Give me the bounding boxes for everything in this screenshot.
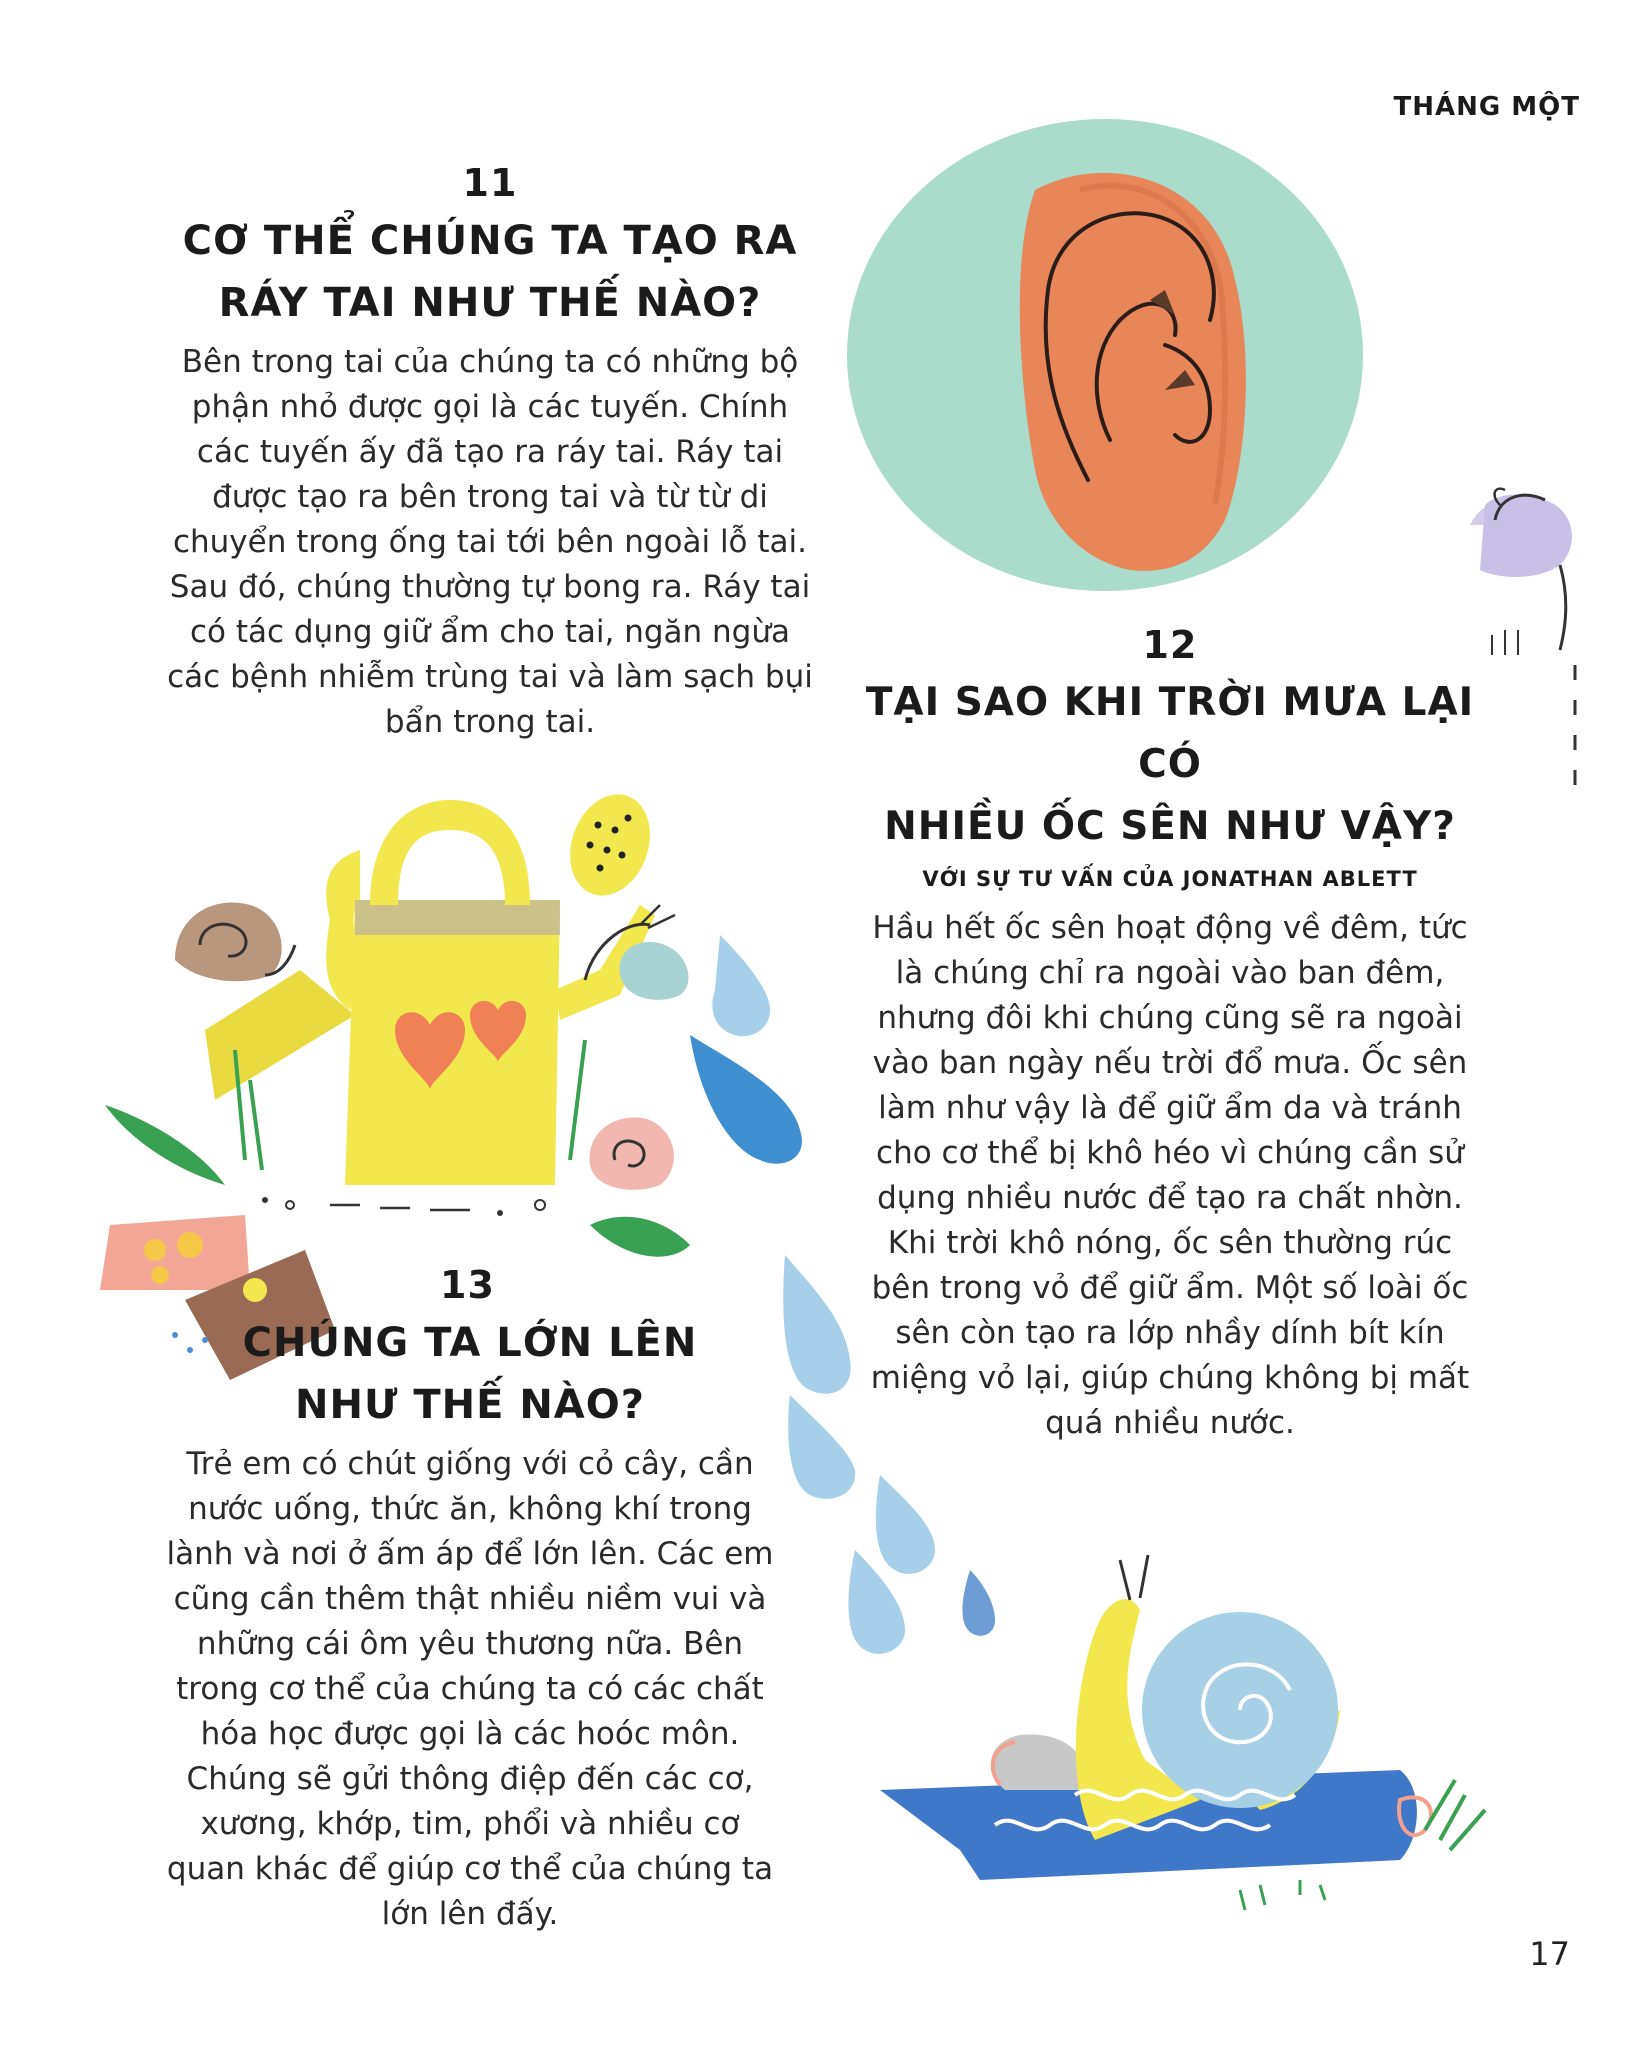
question-title-line2: NHIỀU ỐC SÊN NHƯ VẬY? [884, 804, 1456, 849]
section-header: THÁNG MỘT [1393, 92, 1580, 122]
question-number: 13 [440, 1263, 495, 1307]
consultant-credit: VỚI SỰ TƯ VẤN CỦA JONATHAN ABLETT [922, 867, 1418, 891]
question-body: Hầu hết ốc sên hoạt động về đêm, tức là chúng chỉ ra ngoài vào ban đêm, nhưng đôi khi chúng cũng sẽ ra ngoài vào ban ngày nếu trời đổ mưa. Ốc sên làm như vậy là để giữ ẩm da và tránh cho cơ thể bị khô héo vì chúng cần sử dụng nhiều nước để tạo ra chất nhờn. Khi trời khô nóng, ốc sên thường rúc bên trong vỏ để giữ ẩm. Một số loài ốc sên còn tạo ra lớp nhầy dính bít kín miệng vỏ lại, giúp chúng không bị mất quá nhiều nước. [870, 910, 1470, 1441]
question-title-line1: CHÚNG TA LỚN LÊN [242, 1320, 698, 1366]
page-number: 17 [1529, 1935, 1570, 1973]
question-title-line2: RÁY TAI NHƯ THẾ NÀO? [218, 280, 762, 326]
question-number: 11 [462, 161, 518, 205]
question-body: Trẻ em có chút giống với cỏ cây, cần nước uống, thức ăn, không khí trong lành và nơi ở ấm áp để lớn lên. Các em cũng cần thêm thật nhiều niềm vui và những cái ôm yêu thương nữa. Bên trong cơ thể của chúng ta có các chất hóa học được gọi là các hoóc môn. Chúng sẽ gửi thông điệp đến các cơ, xương, khớp, tim, phổi và nhiều cơ quan khác để giúp cơ thể của chúng ta lớn lên đấy. [166, 1446, 774, 1932]
ear-illustration [847, 119, 1363, 591]
climbing-snail-illustration [1470, 489, 1575, 785]
question-11 [140, 160, 840, 745]
question-title-line1: TẠI SAO KHI TRỜI MƯA LẠI CÓ [865, 680, 1475, 787]
question-title-line2: NHƯ THẾ NÀO? [295, 1382, 645, 1428]
question-title-line1: CƠ THỂ CHÚNG TA TẠO RA [182, 218, 798, 264]
question-body: Bên trong tai của chúng ta có những bộ phận nhỏ được gọi là các tuyến. Chính các tuyến ấy đã tạo ra ráy tai. Ráy tai được tạo ra bên trong tai và từ từ di chuyển trong ống tai tới bên ngoài lỗ tai. Sau đó, chúng thường tự bong ra. Ráy tai có tác dụng giữ ẩm cho tai, ngăn ngừa các bệnh nhiễm trùng tai và làm sạch bụi bẩn trong tai. [167, 344, 813, 740]
question-number: 12 [1142, 623, 1198, 667]
question-12 [860, 622, 1480, 1446]
question-13 [150, 1262, 790, 1937]
